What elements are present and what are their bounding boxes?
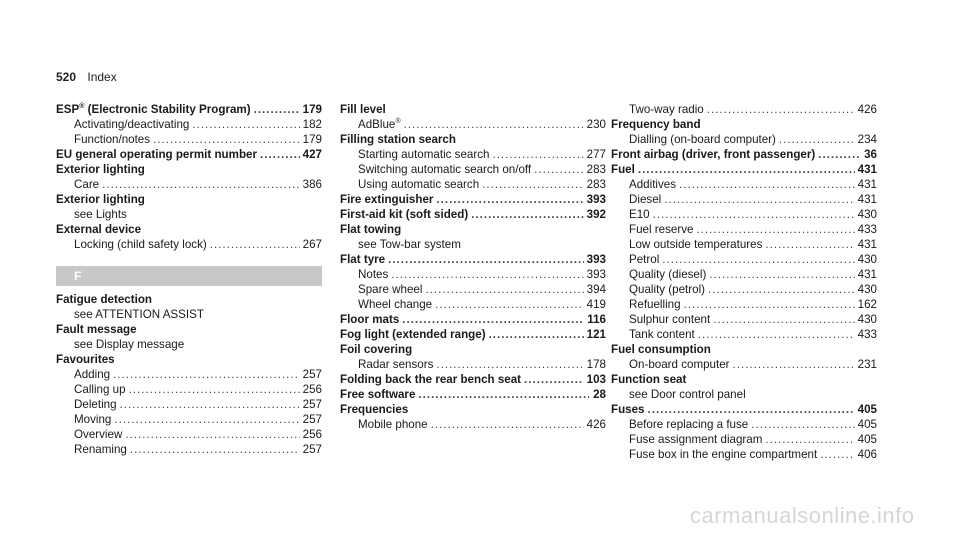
see-reference[interactable]: see Tow-bar system (358, 238, 461, 251)
subentry: Wheel change ..... 419 (340, 297, 606, 312)
index-entry-function-seat (611, 372, 877, 402)
subentry: Switching automatic search on/off ..... 283 (340, 162, 606, 177)
entry-heading: Fatigue detection (56, 293, 152, 306)
page-header (56, 70, 117, 84)
entry-heading: Front airbag (driver, front passenger) ..... 36 (611, 147, 877, 162)
see-reference[interactable]: see ATTENTION ASSIST (74, 308, 204, 321)
subentry: Starting automatic search ..... 277 (340, 147, 606, 162)
entry-heading: Fuel ..... 431 (611, 162, 877, 177)
subentry: Moving ..... 257 (56, 412, 322, 427)
index-entry-fog-light (340, 327, 606, 342)
index-entry-fuel-consumption (611, 342, 877, 372)
subentry: Locking (child safety lock) ..... 267 (56, 237, 322, 252)
entry-heading: Fire extinguisher ..... 393 (340, 192, 606, 207)
index-entry-fill-level (340, 102, 606, 132)
subentry: Renaming ..... 257 (56, 442, 322, 457)
subentry: Mobile phone ..... 426 (340, 417, 606, 432)
subentry: Sulphur content ..... 430 (611, 312, 877, 327)
subentry: Adding ..... 257 (56, 367, 322, 382)
index-entry-frequencies (340, 402, 606, 432)
page-number: 520 (56, 70, 77, 84)
subentry: Fuse assignment diagram ..... 405 (611, 432, 877, 447)
subentry: Calling up ..... 256 (56, 382, 322, 397)
entry-heading: Free software ..... 28 (340, 387, 606, 402)
subentry: Tank content ..... 433 (611, 327, 877, 342)
entry-heading: Exterior lighting (56, 163, 145, 176)
subentry: Overview ..... 256 (56, 427, 322, 442)
index-entry-folding-back-seat (340, 372, 606, 387)
index-entry-flat-towing (340, 222, 606, 252)
index-entry-fuses (611, 402, 877, 462)
entry-heading: Frequency band (611, 118, 701, 131)
entry-heading: Fault message (56, 323, 137, 336)
index-entry-favourites (56, 352, 322, 457)
subentry: On-board computer ..... 231 (611, 357, 877, 372)
entry-heading: Function seat (611, 373, 687, 386)
entry-heading: Filling station search (340, 133, 456, 146)
index-entry-free-software (340, 387, 606, 402)
see-reference[interactable]: see Display message (74, 338, 185, 351)
entry-heading: External device (56, 223, 142, 236)
entry-heading: Fog light (extended range) ..... 121 (340, 327, 606, 342)
index-entry-flat-tyre (340, 252, 606, 312)
entry-heading: ESP® (Electronic Stability Program) ..... 179 (56, 102, 322, 117)
index-entry-filling-station-search (340, 132, 606, 192)
subentry: Fuse box in the engine compartment ..... 406 (611, 447, 877, 462)
index-entry-foil-covering (340, 342, 606, 372)
entry-heading: Flat towing (340, 223, 402, 236)
entry-heading: Floor mats ..... 116 (340, 312, 606, 327)
subentry: Low outside temperatures ..... 431 (611, 237, 877, 252)
index-entry-floor-mats (340, 312, 606, 327)
entry-heading: Folding back the rear bench seat ..... 103 (340, 372, 606, 387)
subentry: Two-way radio ..... 426 (611, 102, 877, 117)
index-entry-exterior-lighting-care (56, 162, 322, 192)
index-entry-two-way-radio (611, 102, 877, 117)
index-column-1 (56, 102, 322, 457)
index-entry-front-airbag (611, 147, 877, 162)
subentry: E10 ..... 430 (611, 207, 877, 222)
entry-heading: Frequencies (340, 403, 409, 416)
see-reference[interactable]: see Door control panel (629, 388, 746, 401)
subentry: Radar sensors ..... 178 (340, 357, 606, 372)
index-entry-esp (56, 102, 322, 147)
subentry: Fuel reserve ..... 433 (611, 222, 877, 237)
index-entry-exterior-lighting-see (56, 192, 322, 222)
subentry: Petrol ..... 430 (611, 252, 877, 267)
index-entry-frequency-band (611, 117, 877, 147)
subentry: Activating/deactivating ..... 182 (56, 117, 322, 132)
subentry: Deleting ..... 257 (56, 397, 322, 412)
entry-heading: Favourites (56, 353, 115, 366)
entry-heading: Fuel consumption (611, 343, 711, 356)
section-letter-f: F (56, 266, 322, 286)
entry-heading: Fill level (340, 103, 386, 116)
entry-heading: EU general operating permit number ..... 427 (56, 147, 322, 162)
subentry: Care ..... 386 (56, 177, 322, 192)
entry-heading: Flat tyre ..... 393 (340, 252, 606, 267)
subentry: Function/notes ..... 179 (56, 132, 322, 147)
index-entry-external-device (56, 222, 322, 252)
entry-heading: Fuses ..... 405 (611, 402, 877, 417)
index-entry-first-aid-kit (340, 207, 606, 222)
index-entry-fatigue-detection (56, 292, 322, 322)
watermark: carmanualsonline.info (690, 503, 915, 528)
subentry: Diesel ..... 431 (611, 192, 877, 207)
entry-heading: Foil covering (340, 343, 413, 356)
index-entry-fire-extinguisher (340, 192, 606, 207)
index-entry-fault-message (56, 322, 322, 352)
subentry: Refuelling ..... 162 (611, 297, 877, 312)
subentry: Quality (petrol) ..... 430 (611, 282, 877, 297)
subentry: Dialling (on-board computer) ..... 234 (611, 132, 877, 147)
subentry: AdBlue® ..... 230 (340, 117, 606, 132)
entry-heading: Exterior lighting (56, 193, 145, 206)
index-entry-eu-permit (56, 147, 322, 162)
subentry: Notes ..... 393 (340, 267, 606, 282)
subentry: Additives ..... 431 (611, 177, 877, 192)
subentry: Spare wheel ..... 394 (340, 282, 606, 297)
index-column-3 (611, 102, 877, 462)
subentry: Before replacing a fuse ..... 405 (611, 417, 877, 432)
index-entry-fuel (611, 162, 877, 342)
subentry: Quality (diesel) ..... 431 (611, 267, 877, 282)
subentry: Using automatic search ..... 283 (340, 177, 606, 192)
entry-heading: First-aid kit (soft sided) ..... 392 (340, 207, 606, 222)
see-reference[interactable]: see Lights (74, 208, 127, 221)
page-title: Index (87, 70, 117, 84)
index-column-2 (340, 102, 606, 432)
